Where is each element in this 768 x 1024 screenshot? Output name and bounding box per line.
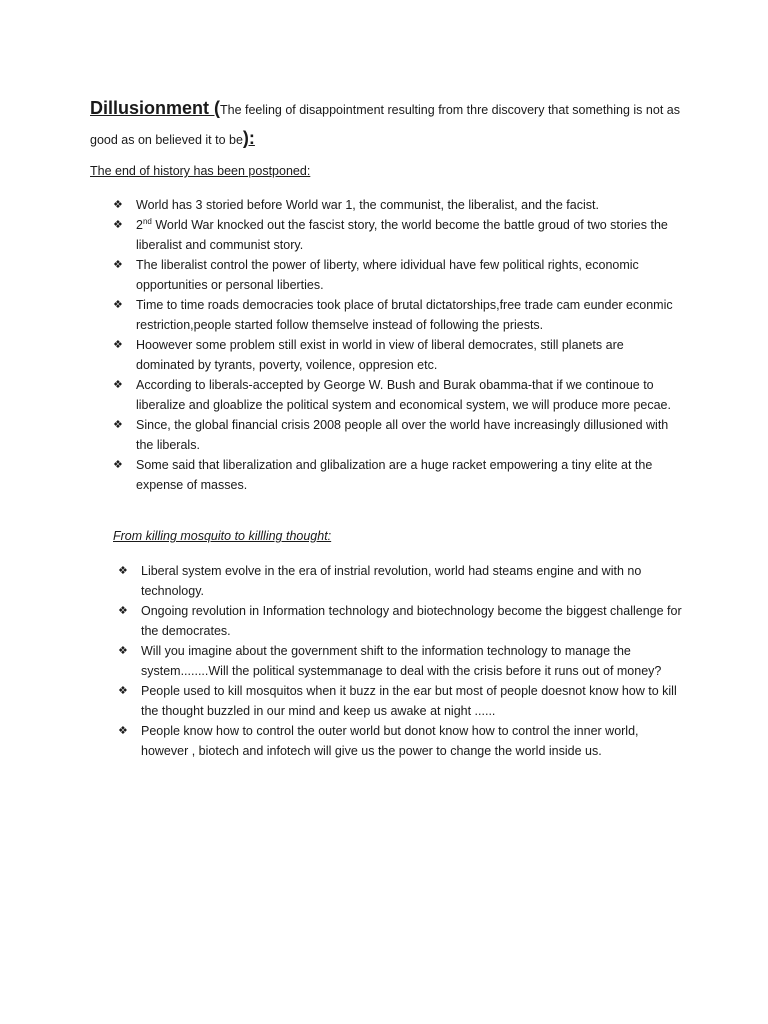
list-item: ❖ People know how to control the outer world but donot know how to control the inner world, however , biotech and infotech will give us the power to change the world inside us. [118, 721, 683, 761]
list-item: ❖ Will you imagine about the government shift to the information technology to manage the system........Will the political systemmanage to deal with the crisis before it runs out of money? [118, 641, 683, 681]
title-block [90, 94, 690, 154]
title-close: ): [242, 128, 255, 148]
list-item: ❖ Time to time roads democracies took place of brutal dictatorships,free trade cam eunder econmic restriction,people started follow themselve instead of following the priests. [113, 295, 683, 335]
bullet-list-end-of-history [113, 195, 683, 495]
diamond-bullet-icon: ❖ [113, 418, 123, 431]
list-item: ❖ Some said that liberalization and glibalization are a huge racket empowering a tiny elite at the expense of masses. [113, 455, 683, 495]
section-heading-end-of-history: The end of history has been postponed: [90, 164, 311, 178]
diamond-bullet-icon: ❖ [118, 684, 128, 697]
bullet-list-killing-thought [118, 561, 683, 761]
diamond-bullet-icon: ❖ [113, 338, 123, 351]
diamond-bullet-icon: ❖ [113, 298, 123, 311]
diamond-bullet-icon: ❖ [113, 198, 123, 211]
list-item: ❖ Since, the global financial crisis 2008 people all over the world have increasingly dillusioned with the liberals. [113, 415, 683, 455]
diamond-bullet-icon: ❖ [113, 378, 123, 391]
diamond-bullet-icon: ❖ [113, 258, 123, 271]
list-item: ❖ According to liberals-accepted by George W. Bush and Burak obamma-that if we continoue to liberalize and gloablize the political system and economical system, we will produce more pecae. [113, 375, 683, 415]
diamond-bullet-icon: ❖ [118, 564, 128, 577]
list-item: ❖ The liberalist control the power of liberty, where idividual have few political rights, economic opportunities or personal liberties. [113, 255, 683, 295]
diamond-bullet-icon: ❖ [113, 458, 123, 471]
document-title: Dillusionment ( [90, 98, 220, 118]
list-item: ❖ Hoowever some problem still exist in world in view of liberal democrates, still planets are dominated by tyrants, poverty, voilence, oppresion etc. [113, 335, 683, 375]
diamond-bullet-icon: ❖ [118, 724, 128, 737]
list-item: ❖ 2nd World War knocked out the fascist story, the world become the battle groud of two stories the liberalist and communist story. [113, 216, 668, 252]
diamond-bullet-icon: ❖ [118, 604, 128, 617]
title-definition: The feeling of disappointment resulting from thre discovery that something is not as good as on believed it to be [90, 103, 680, 147]
section-heading-killing-thought: From killing mosquito to killling thought: [113, 529, 332, 543]
list-item: ❖ Liberal system evolve in the era of instrial revolution, world had steams engine and with no technology. [118, 561, 683, 601]
list-item: ❖ World has 3 storied before World war 1, the communist, the liberalist, and the facist. [113, 195, 683, 215]
list-item: ❖ People used to kill mosquitos when it buzz in the ear but most of people doesnot know how to kill the thought buzzled in our mind and keep us awake at night ...... [118, 681, 683, 721]
list-item: ❖ Ongoing revolution in Information technology and biotechnology become the biggest challenge for the democrates. [118, 601, 683, 641]
diamond-bullet-icon: ❖ [118, 644, 128, 657]
diamond-bullet-icon: ❖ [113, 218, 123, 231]
